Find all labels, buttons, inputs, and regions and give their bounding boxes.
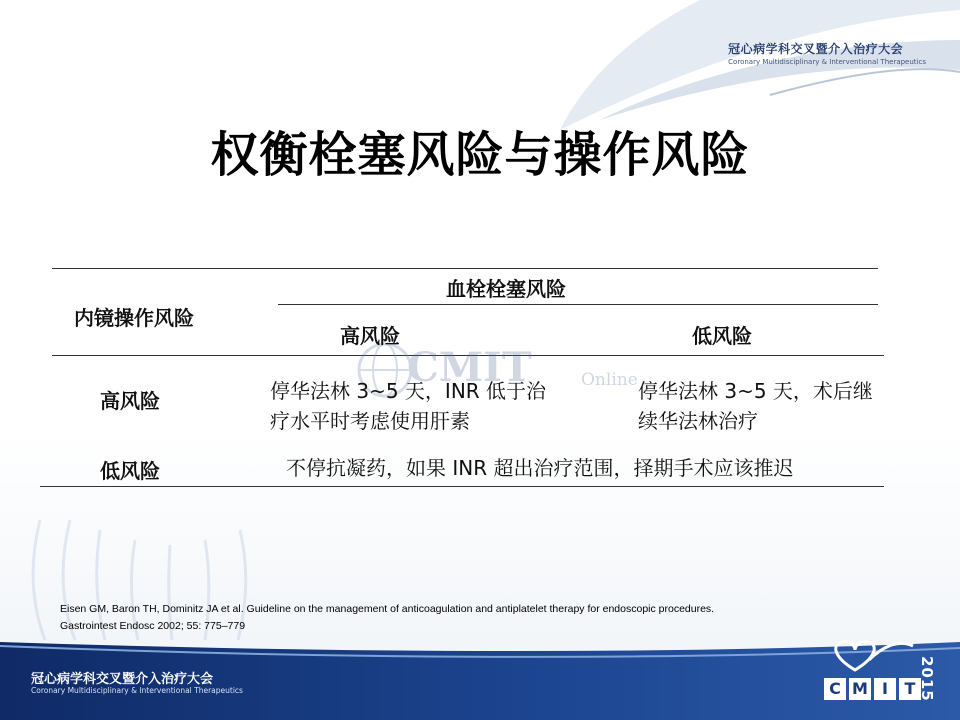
column-header-low: 低风险 — [692, 324, 752, 348]
table-bottom-rule — [40, 486, 884, 487]
watermark-brand: CMIT — [407, 344, 532, 391]
row-label-high: 高风险 — [100, 389, 160, 413]
row-label-low: 低风险 — [100, 459, 160, 483]
citation-line1: Eisen GM, Baron TH, Dominitz JA et al. Guideline on the management of anticoagulation and antiplatelet therapy for endoscopic procedures. — [60, 603, 715, 615]
watermark-sub: Online — [581, 370, 638, 390]
header-logo-english: Coronary Multidisciplinary & Interventional Therapeutics — [728, 58, 926, 66]
table-top-rule — [52, 268, 878, 269]
group-header-label: 血栓栓塞风险 — [446, 277, 566, 301]
heart-emblem-icon — [825, 636, 915, 676]
citation — [60, 601, 714, 635]
cell-low-merged: 不停抗凝药，如果 INR 超出治疗范围，择期手术应该推迟 — [286, 456, 794, 480]
footer-year: 2015 — [918, 656, 936, 702]
header-logo — [728, 40, 926, 66]
cell-high-low-line2: 续华法林治疗 — [638, 409, 758, 433]
header-logo-chinese: 冠心病学科交叉暨介入治疗大会 — [728, 42, 904, 56]
column-header-high: 高风险 — [340, 324, 400, 348]
cell-high-high-line2: 疗水平时考虑使用肝素 — [270, 409, 470, 433]
cmit-letter-c: C — [824, 678, 846, 700]
cmit-letter-m: M — [849, 678, 871, 700]
cmit-letter-i: I — [874, 678, 896, 700]
row-header-label: 内镜操作风险 — [74, 306, 194, 330]
cell-high-low-line1: 停华法林 3~5 天，术后继 — [638, 379, 873, 403]
cmit-letter-t: T — [899, 678, 921, 700]
footer-logo-english: Coronary Multidisciplinary & Interventional Therapeutics — [31, 686, 243, 695]
table-group-rule — [278, 304, 878, 305]
footer-logo-chinese: 冠心病学科交叉暨介入治疗大会 — [31, 672, 214, 687]
cell-high-high-line1: 停华法林 3~5 天，INR 低于治 — [270, 379, 547, 403]
slide-title: 权衡栓塞风险与操作风险 — [210, 127, 750, 183]
citation-line2: Gastrointest Endosc 2002; 55: 775–779 — [60, 620, 246, 632]
